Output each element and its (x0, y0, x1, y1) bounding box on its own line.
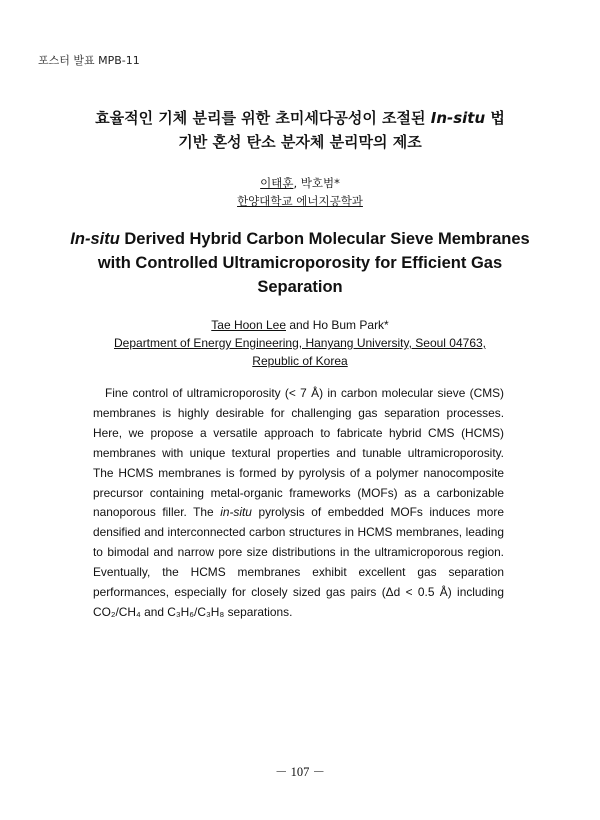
english-author-2: Ho Bum Park* (312, 318, 389, 332)
abstract-insitu: in-situ (220, 505, 252, 520)
english-author-1: Tae Hoon Lee (211, 318, 286, 332)
korean-title-insitu: In-situ (430, 109, 486, 127)
abstract-c3h6-c3h8: C₃H₆/C₃H₈ (167, 604, 225, 619)
english-title-line-3: Separation (257, 278, 343, 296)
abstract-body (93, 384, 504, 623)
english-affiliation-line-2: Republic of Korea (252, 354, 348, 368)
korean-author-sep: , (293, 176, 301, 190)
korean-title-suffix: 법 (485, 109, 505, 127)
english-affiliation-line-1: Department of Energy Engineering, Hanyang University, Seoul 04763, (114, 336, 486, 350)
page-number: － 107 － (274, 765, 325, 779)
english-author-sep: and (286, 318, 313, 332)
korean-affiliation: 한양대학교 에너지공학과 (237, 194, 363, 208)
korean-author-2: 박호범* (300, 176, 340, 190)
session-label: 포스터 발표 MPB-11 (38, 54, 140, 67)
abstract-text-2: pyrolysis of embedded MOFs induces more densified and interconnected carbon structures in HCMS membranes, leading to bimodal and narrow pore size distributions in the ultramicroporous region. Eventually, the HCMS membranes exhibit excellent gas separation performances, especially for closely sized gas pairs (Δd < 0.5 Å) including (93, 505, 504, 600)
english-title-text: Derived Hybrid Carbon Molecular Sieve Membranes (119, 230, 530, 248)
korean-title-line-2: 기반 혼성 탄소 분자체 분리막의 제조 (178, 133, 422, 151)
abstract-co2-ch4: CO₂/CH₄ (93, 604, 141, 619)
english-authors (0, 316, 600, 334)
korean-author-1: 이태훈 (260, 176, 294, 190)
korean-title-line-1 (0, 107, 600, 129)
abstract-end: separations. (224, 604, 293, 619)
korean-authors (0, 174, 600, 192)
abstract-text-1: Fine control of ultramicroporosity (< 7 Å) in carbon molecular sieve (CMS) membranes is highly desirable for challenging gas separation processes. Here, we propose a versatile approach to fabricate hybrid CMS (HCMS) membranes with unique textural properties and tunable ultramicroporosity. The HCMS membranes is formed by pyrolysis of a polymer nanocomposite precursor containing metal-organic frameworks (MOFs) as a carbonizable nanoporous filler. The (93, 386, 504, 520)
abstract-and: and (140, 604, 168, 619)
english-title-line-2: with Controlled Ultramicroporosity for Efficient Gas (97, 254, 503, 272)
english-title-insitu: In-situ (70, 230, 120, 248)
english-title-line-1 (0, 227, 600, 251)
korean-title-text: 효율적인 기체 분리를 위한 초미세다공성이 조절된 (95, 109, 431, 127)
